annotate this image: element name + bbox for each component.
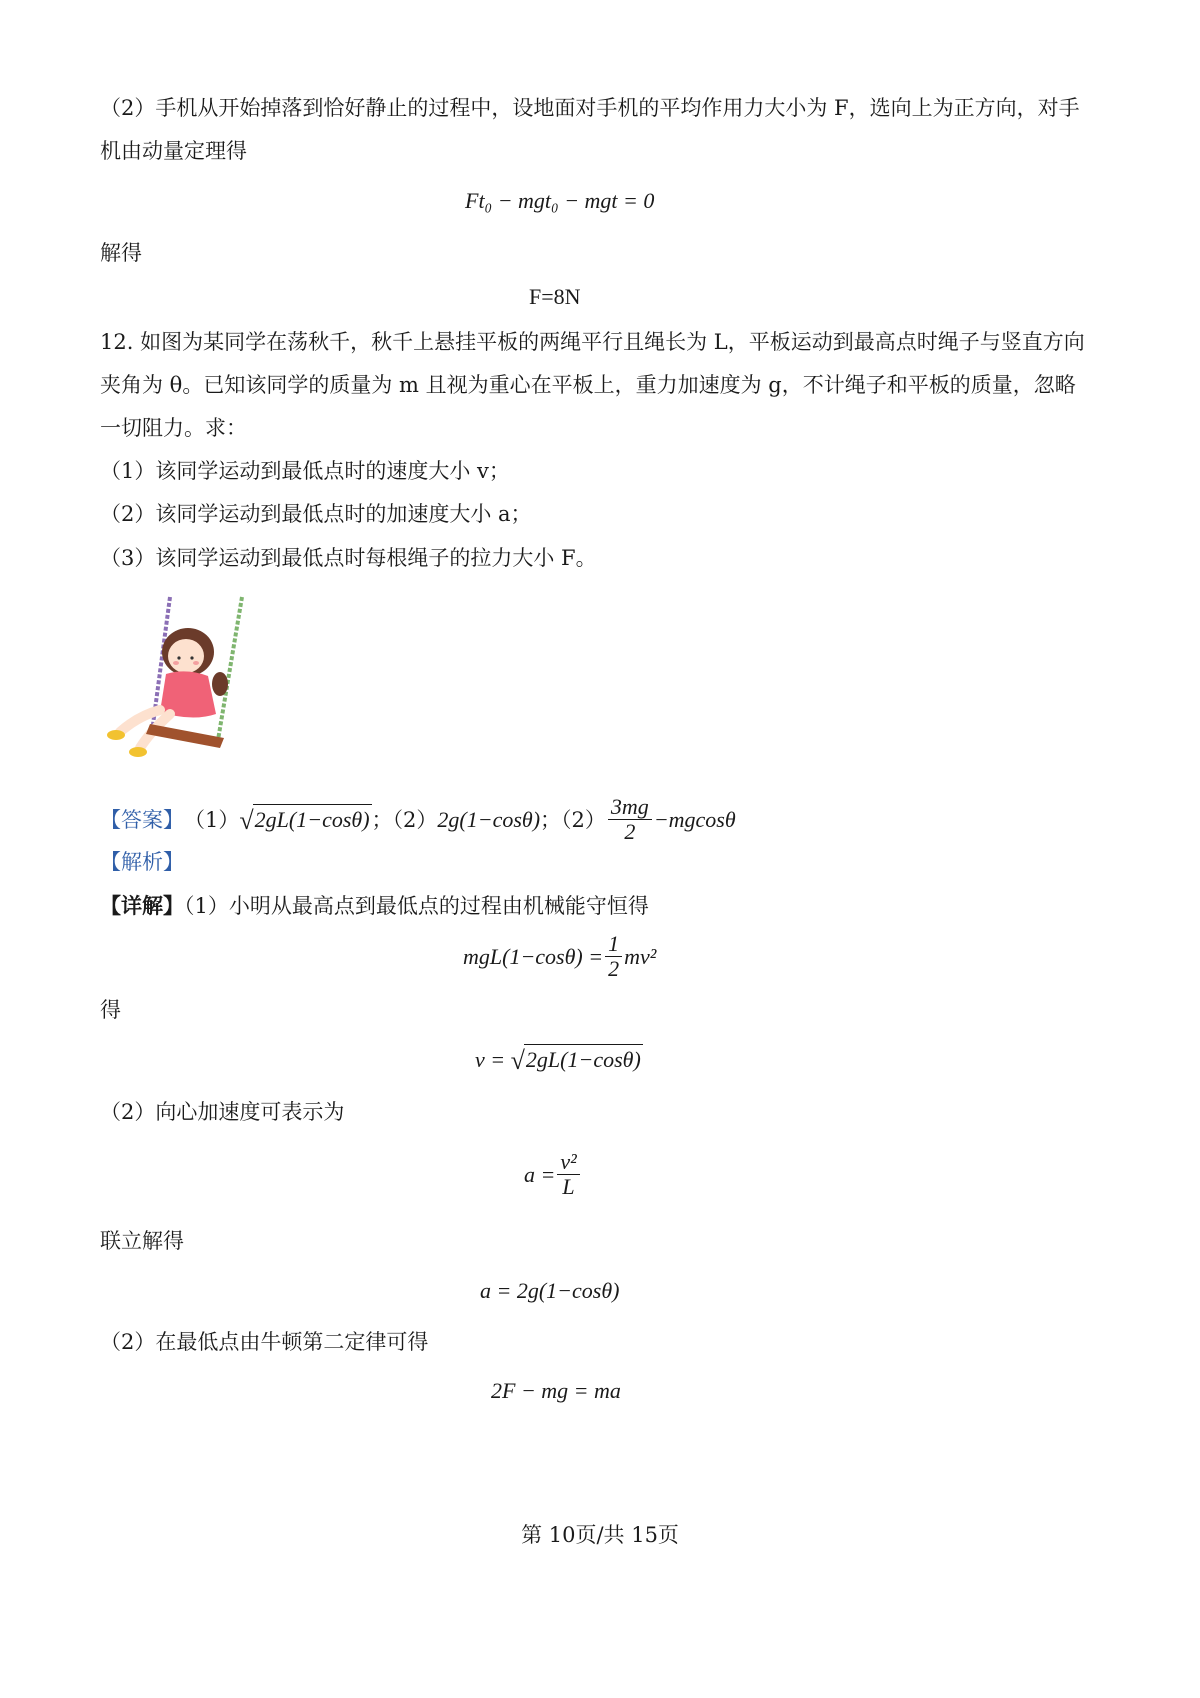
answer-part1-label: （1）	[184, 807, 240, 832]
equation-f-result: F=8N	[529, 284, 581, 309]
question-2: （2）该同学运动到最低点时的加速度大小 a；	[100, 502, 532, 526]
equation-centripetal-fraction	[557, 1150, 579, 1199]
answer-line	[100, 795, 736, 844]
equation-centripetal	[524, 1150, 582, 1199]
equation-centripetal-denominator: L	[562, 1174, 575, 1200]
equation-energy-numerator: 1	[605, 932, 622, 957]
answer-3-tail: −mgcosθ	[653, 806, 736, 832]
answer-part3-label: ；（2）	[540, 807, 606, 832]
answer-3-numerator: 3mg	[608, 795, 652, 820]
question-1: （1）该同学运动到最低点时的速度大小 v；	[100, 459, 510, 483]
answer-1-radicand: 2gL(1−cosθ)	[253, 804, 372, 835]
equation-newton: 2F − mg = ma	[491, 1378, 621, 1403]
analysis-tag: 【解析】	[100, 850, 184, 874]
de-label: 得	[100, 998, 121, 1022]
page-footer: 第 10页/共 15页	[521, 1523, 679, 1547]
answer-3-denominator: 2	[624, 819, 636, 845]
answer-3-fraction	[608, 795, 652, 844]
equation-v-left: v =	[475, 1047, 506, 1072]
part2-intro-line1: （2）手机从开始掉落到恰好静止的过程中，设地面对手机的平均作用力大小为 F，选向上为正方向，对手	[100, 96, 1080, 120]
answer-tag: 【答案】	[100, 807, 184, 832]
equation-momentum: Ft₀ − mgt₀ − mgt = 0	[465, 188, 655, 213]
equation-energy-fraction	[605, 932, 622, 981]
equation-energy-right: mv²	[624, 943, 657, 969]
part2-intro-line2: 机由动量定理得	[100, 139, 247, 163]
part2-text: （2）向心加速度可表示为	[100, 1100, 345, 1124]
equation-energy-left: mgL(1−cosθ) =	[463, 943, 604, 969]
part3-text: （2）在最低点由牛顿第二定律可得	[100, 1330, 429, 1354]
equation-v-radicand: 2gL(1−cosθ)	[524, 1044, 643, 1075]
equation-v: v = √2gL(1−cosθ)	[475, 1046, 641, 1075]
equation-centripetal-left: a =	[524, 1161, 556, 1187]
problem12-line1: 12. 如图为某同学在荡秋千，秋千上悬挂平板的两绳平行且绳长为 L，平板运动到最高点时绳子与竖直方向	[100, 330, 1085, 354]
swing-girl-illustration	[100, 592, 250, 772]
detail-text: （1）小明从最高点到最低点的过程由机械能守恒得	[184, 894, 649, 918]
equation-a-result: a = 2g(1−cosθ)	[480, 1278, 620, 1303]
detail-line	[100, 891, 649, 921]
detail-tag: 【详解】	[100, 893, 184, 918]
answer-part2-label: ；（2）	[371, 807, 438, 832]
answer-2: 2g(1−cosθ)	[437, 806, 541, 832]
lianli-label: 联立解得	[100, 1229, 184, 1253]
problem12-line3: 一切阻力。求：	[100, 416, 247, 440]
jiede-label: 解得	[100, 241, 142, 265]
problem12-line2: 夹角为 θ。已知该同学的质量为 m 且视为重心在平板上，重力加速度为 g，不计绳子和平板的质量，忽略	[100, 373, 1076, 397]
equation-centripetal-numerator: v²	[557, 1150, 579, 1175]
equation-energy	[463, 932, 656, 981]
equation-energy-denominator: 2	[608, 956, 620, 982]
answer-1-sqrt: √2gL(1−cosθ)	[239, 805, 370, 835]
question-3: （3）该同学运动到最低点时每根绳子的拉力大小 F。	[100, 546, 597, 570]
